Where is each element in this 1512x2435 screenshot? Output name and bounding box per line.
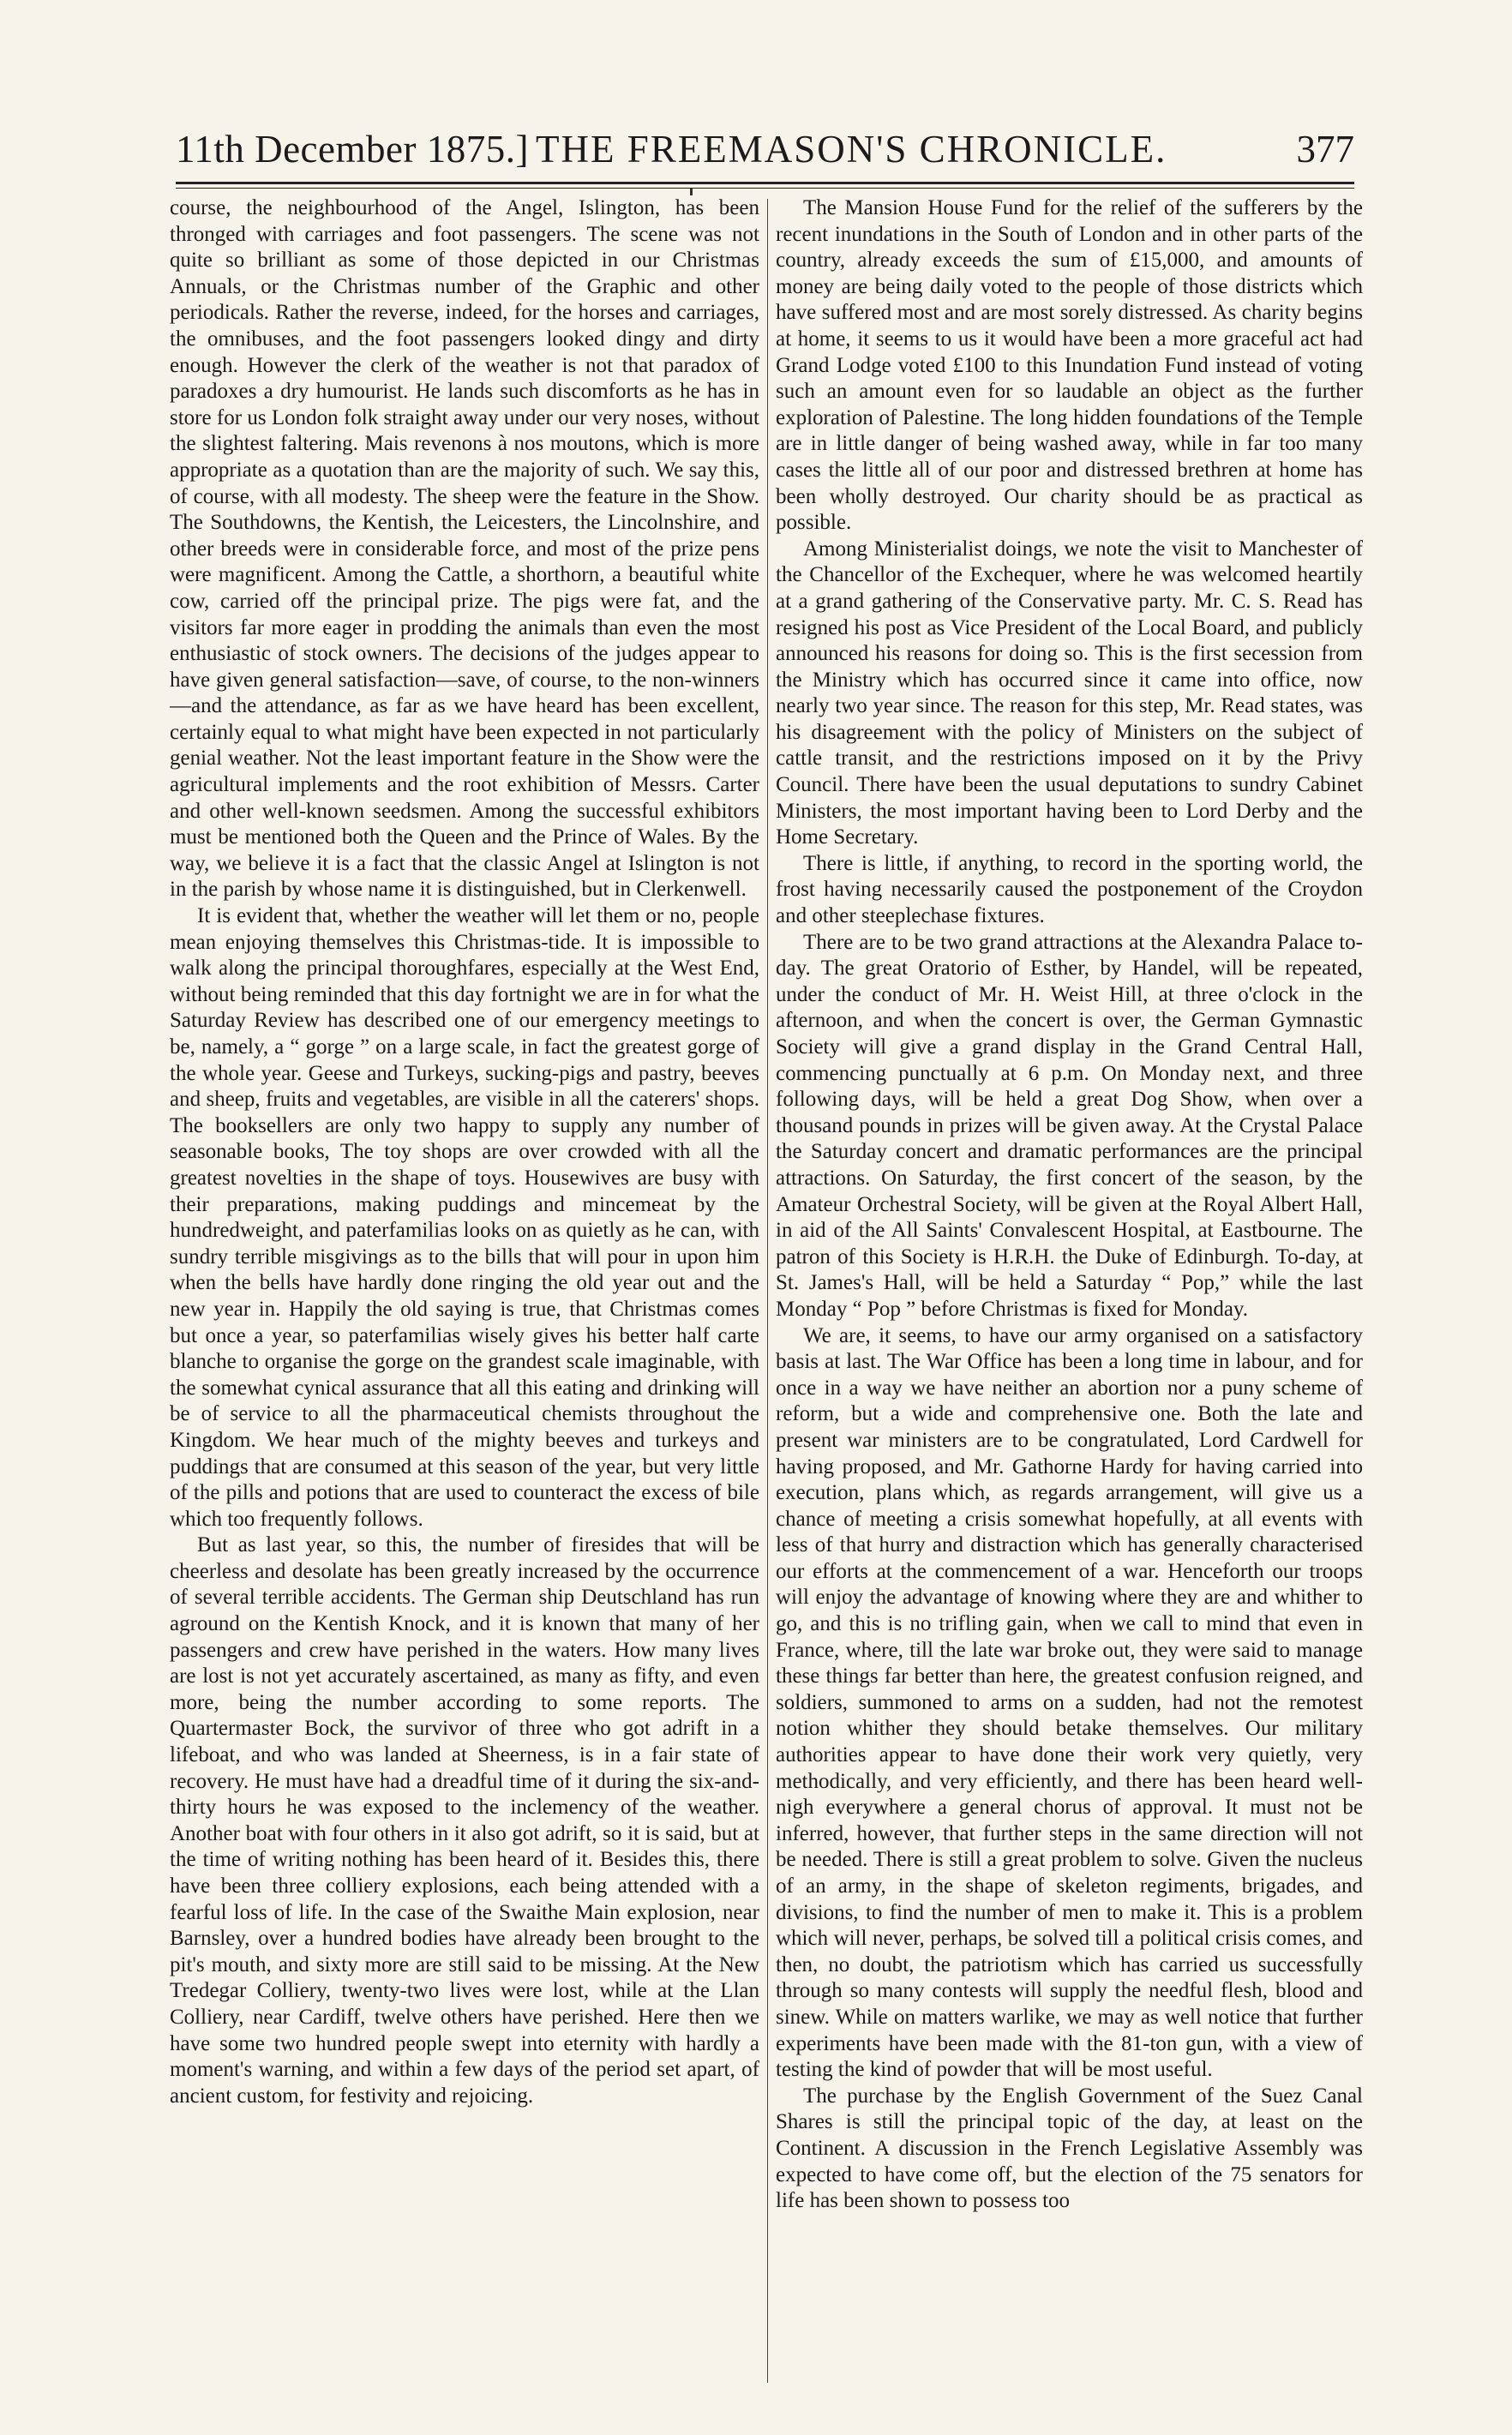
paragraph-army-organisation: We are, it seems, to have our army organised on a satisfactory basis at last. The War Office has been a long time in labour, and for once in a way we have neither an abortion nor a puny scheme of reform, but a wide and comprehensive one. Both the late and present war ministers are to be congratulated, Lord Cardwell for having proposed, and Mr. Gathorne Hardy for having carried into execution, plans which, as regards arrangement, will give us a chance of meeting a crisis somewhat hopefully, at all events with less of that hurry and distraction which has generally characterised our efforts at the commencement of a war. Henceforth our troops will enjoy the advantage of knowing where they are and whither to go, and this is no trifling gain, when we call to mind that even in France, where, till the late war broke out, they were said to manage these things far better than here, the greatest confusion reigned, and soldiers, summoned to arms on a sudden, had not the remotest notion whither they should betake themselves. Our military authorities appear to have done their work very quietly, very methodically, and very efficiently, and there has been heard well-nigh everywhere a general chorus of approval. It must not be inferred, however, that further steps in the same direction will not be needed. There is still a great problem to solve. Given the nucleus of an army, in the shape of skeleton regiments, brigades, and divisions, to find the number of men to make it. This is a problem which will never, perhaps, be solved till a political crisis comes, and then, no doubt, the patriotism which has carried us successfully through so many contests will supply the needful flesh, blood and sinew. While on matters warlike, we may as well notice that further experiments have been made with the 81-ton gun, with a view of testing the kind of powder that will be most useful. xyxy=(776,1323,1363,2082)
paragraph-ministerialist-doings: Among Ministerialist doings, we note the visit to Manchester of the Chancellor of the Exchequer, where he was welcomed heartily at a grand gathering of the Conservative party. Mr. C. S. Read has resigned his post as Vice President of the Local Board, and publicly announced his reasons for doing so. This is the first secession from the Ministry which has occurred since it came into office, now nearly two year since. The reason for this step, Mr. Read states, was his disagreement with the policy of Ministers on the subject of cattle transit, and the restrictions imposed on it by the Privy Council. There have been the usual deputations to sundry Cabinet Ministers, the most important having been to Lord Derby and the Home Secretary. xyxy=(776,537,1363,849)
header-rule-thin xyxy=(176,188,1354,189)
paragraph-sporting-world: There is little, if anything, to record in the sporting world, the frost having necessarily caused the postponement of the Croydon and other steeplechase fixtures. xyxy=(776,851,1363,928)
column-divider xyxy=(767,199,768,2383)
paragraph-suez-canal: The purchase by the English Government of the Suez Canal Shares is still the principal topic of the day, at least on the Continent. A discussion in the French Legislative Assembly was expected to have come off, but the election of the 75 senators for life has been shown to possess too xyxy=(776,2084,1363,2213)
print-mark xyxy=(690,189,693,195)
paragraph-alexandra-palace: There are to be two grand attractions at the Alexandra Palace to-day. The great Oratorio of Esther, by Handel, will be repeated, under the conduct of Mr. H. Weist Hill, at three o'clock in the afternoon, and when the concert is over, the German Gymnastic Society will give a grand display in the Grand Central Hall, commencing punctually at 6 p.m. On Monday next, and three following days, will be held a great Dog Show, when over a thousand pounds in prizes will be given away. At the Crystal Palace the Saturday concert and dramatic performances are the principal attractions. On Saturday, the first concert of the season, by the Amateur Orchestral Society, will be given at the Royal Albert Hall, in aid of the All Saints' Convalescent Hospital, at Eastbourne. The patron of this Society is H.R.H. the Duke of Edinburgh. To-day, at St. James's Hall, will be held a Saturday “ Pop,” while the last Monday “ Pop ” before Christmas is fixed for Monday. xyxy=(776,930,1363,1321)
header-rule-thick xyxy=(176,182,1354,184)
left-column xyxy=(170,195,759,2390)
paragraph-christmas-tide: It is evident that, whether the weather will let them or no, people mean enjoying themselves this Christmas-tide. It is impossible to walk along the principal thoroughfares, especially at the West End, without being reminded that this day fortnight we are in for what the Saturday Review has described one of our emergency meetings to be, namely, a “ gorge ” on a large scale, in fact the greatest gorge of the whole year. Geese and Turkeys, sucking-pigs and pastry, beeves and sheep, fruits and vegetables, are visible in all the caterers' shops. The booksellers are only two happy to supply any number of seasonable books, The toy shops are over crowded with all the greatest novelties in the shape of toys. Housewives are busy with their preparations, making puddings and mincemeat by the hundredweight, and paterfamilias looks on as quietly as he can, with sundry terrible misgivings as to the bills that will pour in upon him when the bells have hardly done ringing the old year out and the new year in. Happily the old saying is true, that Christmas comes but once a year, so paterfamilias wisely gives his better half carte blanche to organise the gorge on the grandest scale imaginable, with the somewhat cynical assurance that all this eating and drinking will be of service to all the pharmaceutical chemists throughout the Kingdom. We hear much of the mighty beeves and turkeys and puddings that are consumed at this season of the year, but very little of the pills and potions that are used to counteract the excess of bile which too frequently follows. xyxy=(170,904,759,1531)
issue-date: 11th December 1875.] xyxy=(176,128,529,171)
publication-title: THE FREEMASON'S CHRONICLE. xyxy=(536,128,1167,171)
paragraph-mansion-house-fund: The Mansion House Fund for the relief of the sufferers by the recent inundations in the South of London and in other parts of the country, already exceeds the sum of £15,000, and amounts of money are being daily voted to the people of those districts which have suffered most and are most sorely distressed. As charity begins at home, it seems to us it would have been a more graceful act had Grand Lodge voted £100 to this Inundation Fund instead of voting such an amount even for so laudable an object as the further exploration of Palestine. The long hidden foundations of the Temple are in little danger of being washed away, while in far too many cases the little all of our poor and distressed brethren at home has been wholly destroyed. Our charity should be as practical as possible. xyxy=(776,196,1363,535)
paragraph-accidents: But as last year, so this, the number of firesides that will be cheerless and desolate has been greatly increased by the occurrence of several terrible accidents. The German ship Deutschland has run aground on the Kentish Knock, and it is known that many of her passengers and crew have perished in the waters. How many lives are lost is not yet accurately ascertained, as many as fifty, and even more, being the number according to some reports. The Quartermaster Bock, the survivor of three who got adrift in a lifeboat, and who was landed at Sheerness, is in a fair state of recovery. He must have had a dreadful time of it during the six-and-thirty hours he was exposed to the inclemency of the weather. Another boat with four others in it also got adrift, so it is said, but at the time of writing nothing has been heard of it. Besides this, there have been three colliery explosions, each being attended with a fearful loss of life. In the case of the Swaithe Main explosion, near Barnsley, over a hundred bodies have already been brought to the pit's mouth, and sixty more are still said to be missing. At the New Tredegar Colliery, twenty-two lives were lost, while at the Llan Colliery, near Cardiff, twelve others have perished. Here then we have some two hundred people swept into eternity with hardly a moment's warning, and within a few days of the period set apart, of ancient custom, for festivity and rejoicing. xyxy=(170,1533,759,2108)
paragraph-cattle-show: course, the neighbourhood of the Angel, Islington, has been thronged with carriages and foot passengers. The scene was not quite so brilliant as some of those depicted in our Christmas Annuals, or the Christmas number of the Graphic and other periodicals. Rather the reverse, indeed, for the horses and carriages, the omnibuses, and the foot passengers looked dingy and dirty enough. However the clerk of the weather is not that paradox of paradoxes a dry humourist. He lands such discomforts as he has in store for us London folk straight away under our very noses, without the slightest faltering. Mais revenons à nos moutons, which is more appropriate as a quotation than are the majority of such. We say this, of course, with all modesty. The sheep were the feature in the Show. The Southdowns, the Kentish, the Leicesters, the Lincolnshire, and other breeds were in considerable force, and most of the prize pens were magnificent. Among the Cattle, a shorthorn, a beautiful white cow, carried off the principal prize. The pigs were fat, and the visitors far more eager in prodding the animals than even the most enthusiastic of stock owners. The decisions of the judges appear to have given general satisfaction—save, of course, to the non-winners—and the attendance, as far as we have heard has been excellent, certainly equal to what might have been expected in not particularly genial weather. Not the least important feature in the Show were the agricultural implements and the root exhibition of Messrs. Carter and other well-known seedsmen. Among the successful exhibitors must be mentioned both the Queen and the Prince of Wales. By the way, we believe it is a fact that the classic Angel at Islington is not in the parish by whose name it is distinguished, but in Clerkenwell. xyxy=(170,196,759,902)
right-column xyxy=(776,195,1363,2390)
running-header xyxy=(176,127,1354,182)
page-number: 377 xyxy=(1296,128,1354,171)
